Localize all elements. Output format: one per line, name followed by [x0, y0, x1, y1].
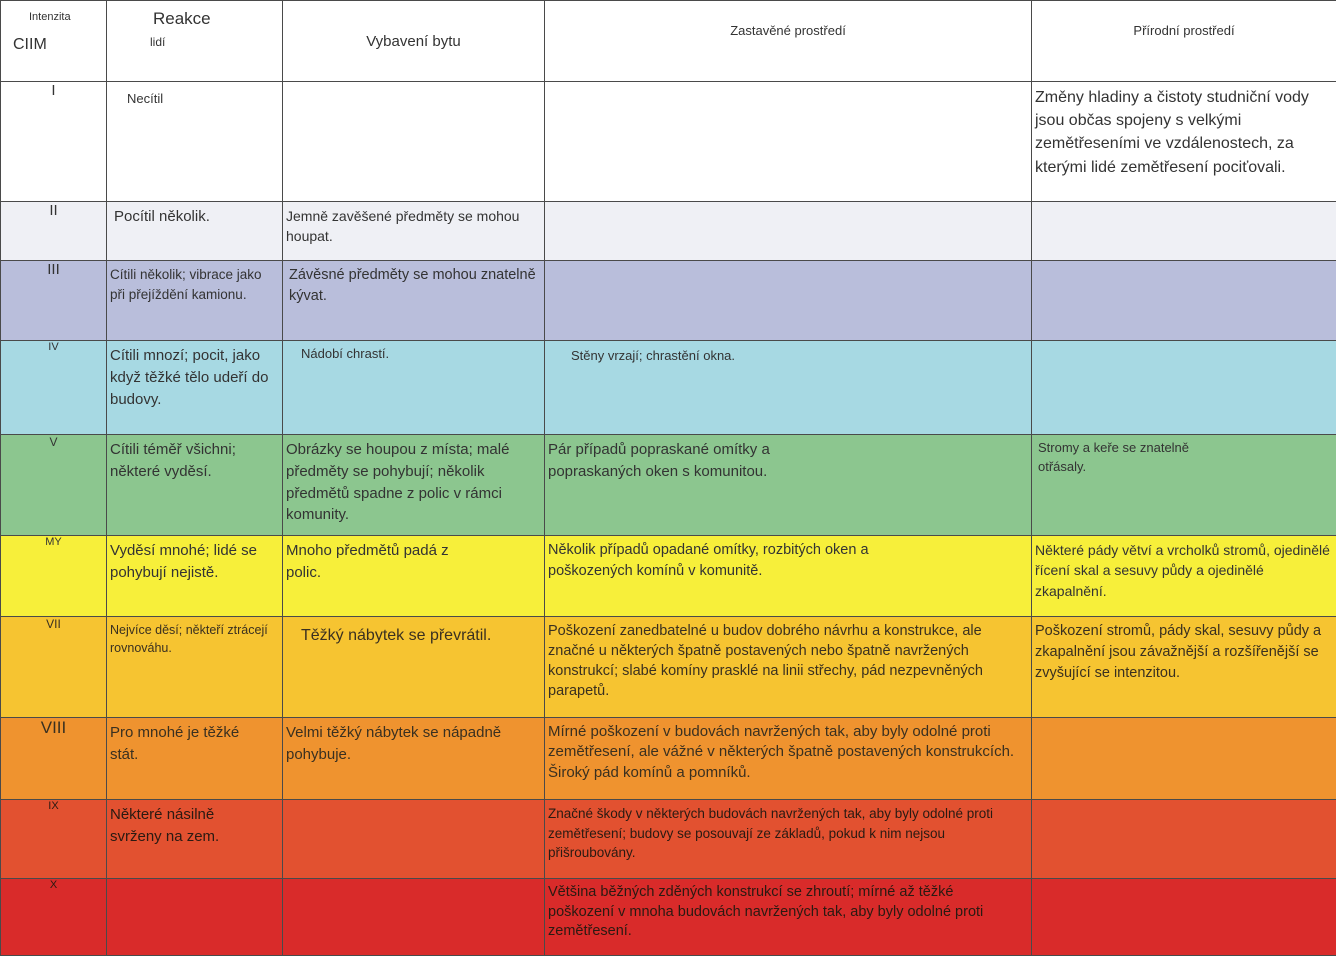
table-row [1, 435, 1336, 536]
intensity-cell: X [1, 879, 107, 956]
built-text [545, 261, 1031, 268]
intensity-cell: I [1, 82, 107, 202]
people-cell [107, 435, 283, 536]
built-cell [545, 536, 1032, 617]
natural-cell [1032, 261, 1336, 341]
people-text: Cítili mnozí; pocit, jako když těžké tělo udeří do budovy. [107, 341, 282, 413]
natural-text: Změny hladiny a čistoty studniční vody jsou občas spojeny s velkými zemětřeseními ve vzdálenostech, za kterými lidé zemětřesení pociťovali. [1032, 82, 1336, 182]
people-cell [107, 341, 283, 435]
built-cell [545, 879, 1032, 956]
natural-cell [1032, 879, 1336, 956]
natural-cell [1032, 718, 1336, 800]
people-cell [107, 202, 283, 261]
built-cell [545, 82, 1032, 202]
furnishings-text: Velmi těžký nábytek se nápadně pohybuje. [283, 718, 544, 769]
people-text: Vyděsí mnohé; lidé se pohybují nejistě. [107, 536, 282, 587]
furnishings-cell [283, 435, 545, 536]
natural-text [1032, 261, 1336, 268]
built-cell [545, 800, 1032, 879]
built-text: Poškození zanedbatelné u budov dobrého návrhu a konstrukce, ale značné u některých špatně postavených nebo špatně navržených konstrukcí; slabé komíny prasklé na linii střechy, pád nezpevněných parapetů. [545, 617, 1031, 704]
natural-cell [1032, 202, 1336, 261]
built-text [545, 202, 1031, 209]
furnishings-cell [283, 718, 545, 800]
furnishings-cell [283, 82, 545, 202]
people-cell [107, 617, 283, 718]
people-text: Necítil [107, 82, 282, 112]
furnishings-text: Těžký nábytek se převrátil. [283, 617, 544, 650]
furnishings-text: Závěsné předměty se mohou znatelně kývat. [283, 261, 544, 310]
people-text [107, 879, 282, 886]
people-text: Nejvíce děsí; někteří ztrácejí rovnováhu. [107, 617, 282, 660]
table-row [1, 879, 1336, 956]
header-natural-environment: Přírodní prostředí [1032, 1, 1336, 82]
table-row [1, 261, 1336, 341]
furnishings-cell [283, 261, 545, 341]
furnishings-text [283, 82, 544, 89]
built-text: Mírné poškození v budovách navržených tak, aby byly odolné proti zemětřesení, ale vážné v některých špatně postavených konstrukcích. Široký pád komínů a pomníků. [545, 718, 1031, 786]
natural-text: Některé pády větví a vrcholků stromů, ojedinělé řícení skal a sesuvy půdy a ojedinělé zkapalnění. [1032, 536, 1336, 604]
table-row [1, 202, 1336, 261]
natural-cell [1032, 435, 1336, 536]
furnishings-cell [283, 800, 545, 879]
header-reaction-label: Reakce [153, 9, 211, 29]
header-intensity-scale: CIIM [13, 36, 47, 54]
natural-cell [1032, 82, 1336, 202]
built-text [545, 82, 1031, 89]
furnishings-cell [283, 879, 545, 956]
built-cell [545, 617, 1032, 718]
built-cell [545, 341, 1032, 435]
furnishings-text: Obrázky se houpou z místa; malé předměty se pohybují; několik předmětů spadne z polic v rámci komunity. [283, 435, 544, 529]
header-furnishings: Vybavení bytu [283, 1, 545, 82]
furnishings-text [283, 800, 544, 807]
built-cell [545, 261, 1032, 341]
furnishings-cell [283, 536, 545, 617]
furnishings-cell [283, 341, 545, 435]
natural-cell [1032, 800, 1336, 879]
table-row [1, 341, 1336, 435]
natural-text [1032, 879, 1336, 886]
header-reaction-sub: lidí [150, 35, 165, 49]
furnishings-text: Mnoho předmětů padá z polic. [283, 536, 544, 587]
natural-cell [1032, 536, 1336, 617]
table-row [1, 617, 1336, 718]
people-cell [107, 718, 283, 800]
header-row [1, 1, 1336, 82]
built-text: Několik případů opadané omítky, rozbitých oken a poškozených komínů v komunitě. [545, 536, 1031, 585]
furnishings-text: Jemně zavěšené předměty se mohou houpat. [283, 202, 544, 250]
natural-cell [1032, 341, 1336, 435]
intensity-cell: MY [1, 536, 107, 617]
intensity-cell: VII [1, 617, 107, 718]
intensity-cell: IX [1, 800, 107, 879]
table-row [1, 82, 1336, 202]
intensity-cell: V [1, 435, 107, 536]
built-text: Většina běžných zděných konstrukcí se zhroutí; mírné až těžké poškození v mnoha budovách navržených tak, aby byly odolné proti zemětřesení. [545, 879, 1031, 945]
furnishings-text [283, 879, 544, 886]
natural-text: Poškození stromů, pády skal, sesuvy půdy a zkapalnění jsou závažnější a rozšířenější se zvyšující se intenzitou. [1032, 617, 1336, 687]
people-text: Cítili několik; vibrace jako při přejíždění kamionu. [107, 261, 282, 307]
people-text: Pocítil několik. [107, 202, 282, 231]
intensity-cell: III [1, 261, 107, 341]
people-cell [107, 536, 283, 617]
built-text: Pár případů popraskané omítky a popraskaných oken s komunitou. [545, 435, 1031, 486]
furnishings-cell [283, 617, 545, 718]
natural-text [1032, 718, 1336, 725]
people-cell [107, 879, 283, 956]
people-text: Některé násilně svrženy na zem. [107, 800, 282, 851]
furnishings-text: Nádobí chrastí. [283, 341, 544, 367]
natural-cell [1032, 617, 1336, 718]
natural-text [1032, 800, 1336, 807]
built-cell [545, 718, 1032, 800]
intensity-cell: II [1, 202, 107, 261]
natural-text [1032, 202, 1336, 209]
built-cell [545, 435, 1032, 536]
table-row [1, 800, 1336, 879]
intensity-cell: VIII [1, 718, 107, 800]
built-text: Stěny vrzají; chrastění okna. [545, 341, 1031, 369]
header-reaction [107, 1, 283, 82]
built-cell [545, 202, 1032, 261]
natural-text: Stromy a keře se znatelně otřásaly. [1032, 435, 1336, 480]
people-text: Pro mnohé je těžké stát. [107, 718, 282, 769]
furnishings-cell [283, 202, 545, 261]
people-cell [107, 261, 283, 341]
intensity-cell: IV [1, 341, 107, 435]
header-intensity-label: Intenzita [29, 11, 71, 23]
people-cell [107, 800, 283, 879]
header-built-environment: Zastavěné prostředí [545, 1, 1032, 82]
table-row [1, 536, 1336, 617]
header-intensity [1, 1, 107, 82]
built-text: Značné škody v některých budovách navržených tak, aby byly odolné proti zemětřesení; budovy se posouvají ze základů, pokud k nim nejsou přišroubovány. [545, 800, 1031, 866]
people-text: Cítili téměř všichni; některé vyděsí. [107, 435, 282, 486]
table-row [1, 718, 1336, 800]
natural-text [1032, 341, 1336, 348]
people-cell [107, 82, 283, 202]
